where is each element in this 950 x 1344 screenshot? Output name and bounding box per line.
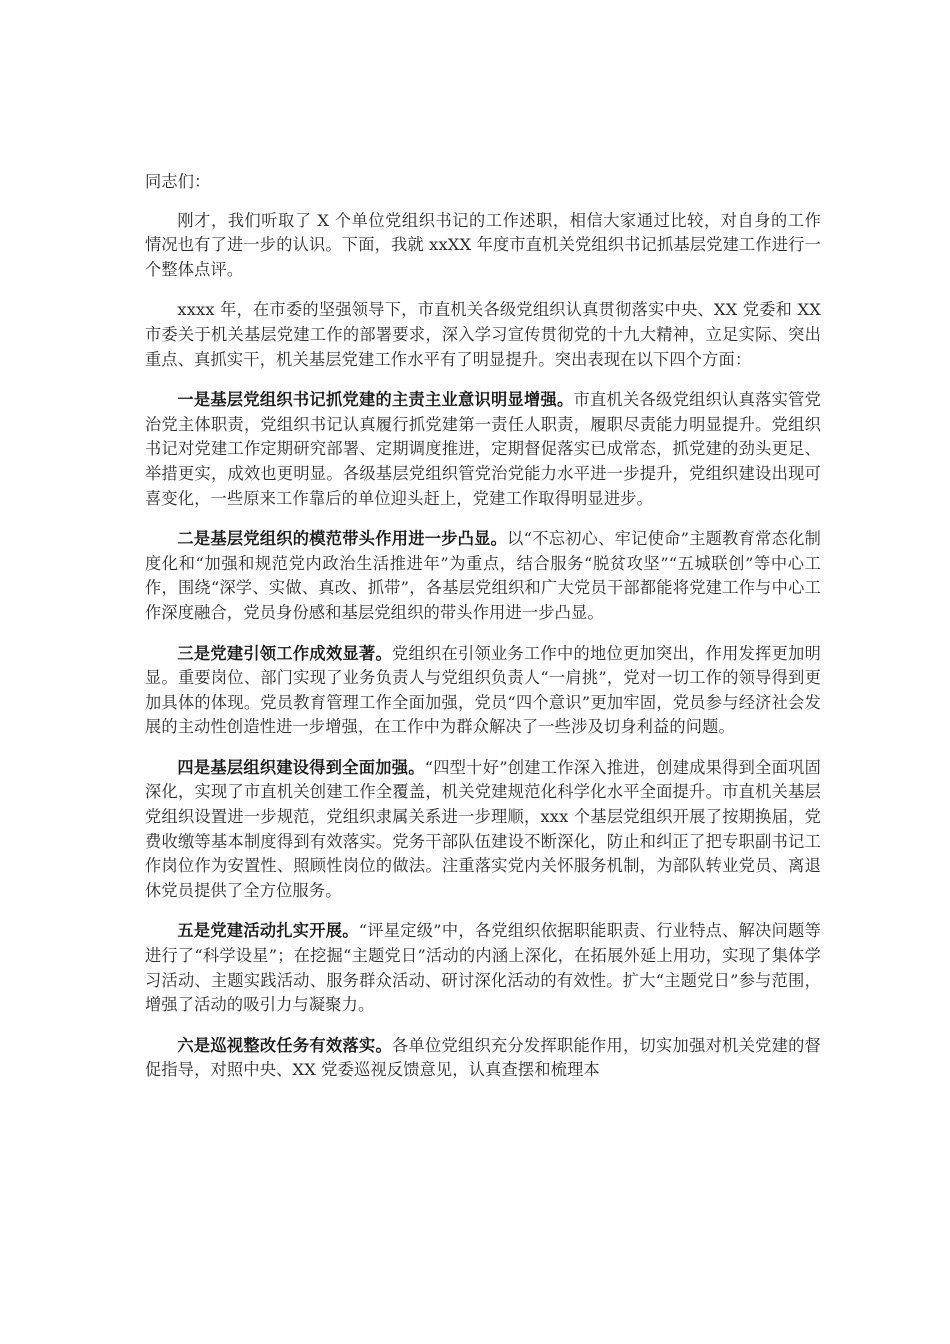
point-heading-1: 一是基层党组织书记抓党建的主责主业意识明显增强。 [177,390,574,410]
point-paragraph-5 [145,919,821,1017]
salutation: 同志们： [145,172,211,191]
point-paragraph-3 [145,642,821,740]
point-body-6: 各单位党组织充分发挥职能作用，切实加强对机关党建的督促指导，对照中央、XX 党委巡视反馈意见，认真查摆和梳理本 [145,1035,821,1080]
point-paragraph-4 [145,756,821,904]
point-body-3: 党组织在引领业务工作中的地位更加突出，作用发挥更加明显。重要岗位、部门实现了业务负责人与党组织负责人“一肩挑”，党对一切工作的领导得到更加具体的体现。党员教育管理工作全面加强，党员“四个意识”更加牢固，党员参与经济社会发展的主动性创造性进一步增强，在工作中为群众解决了一些涉及切身利益的问题。 [145,643,821,737]
point-heading-3: 三是党建引领工作成效显著。 [177,643,392,663]
intro-paragraph-1: 刚才，我们听取了 X 个单位党组织书记的工作述职，相信大家通过比较，对自身的工作情况也有了进一步的认识。下面，我就 xxXX 年度市直机关党组织书记抓基层党建工作进行一个整体点评。 [145,210,821,279]
point-heading-2: 二是基层党组织的模范带头作用进一步凸显。 [177,529,508,549]
point-paragraph-6 [145,1034,821,1083]
point-paragraph-1 [145,388,821,511]
point-heading-5: 五是党建活动扎实开展。 [177,921,359,941]
point-body-1: 市直机关各级党组织认真落实管党治党主体职责，党组织书记认真履行抓党建第一责任人职责，履职尽责能力明显提升。党组织书记对党建工作定期研究部署、定期调度推进，定期督促落实已成常态，抓党建的劲头更足、举措更实，成效也更明显。各级基层党组织管党治党能力水平进一步提升，党组织建设出现可喜变化，一些原来工作靠后的单位迎头赶上，党建工作取得明显进步。 [145,390,821,508]
point-body-4: “四型十好”创建工作深入推进，创建成果得到全面巩固深化，实现了市直机关创建工作全覆盖，机关党建规范化科学化水平全面提升。市直机关基层党组织设置进一步规范，党组织隶属关系进一步理顺，xxx 个基层党组织开展了按期换届，党费收缴等基本制度得到有效落实。党务干部队伍建设不断深化，防止和纠正了把专职副书记工作岗位作为安置性、照顾性岗位的做法。注重落实党内关怀服务机制，为部队转业党员、离退休党员提供了全方位服务。 [145,757,821,900]
point-body-5: “评星定级”中，各党组织依据职能职责、行业特点、解决问题等进行了“科学设星”；在挖掘“主题党日”活动的内涵上深化，在拓展外延上用功，实现了集体学习活动、主题实践活动、服务群众活动、研讨深化活动的有效性。扩大“主题党日”参与范围，增强了活动的吸引力与凝聚力。 [145,921,821,1015]
point-heading-6: 六是巡视整改任务有效落实。 [177,1035,392,1055]
point-body-2: 以“不忘初心、牢记使命”主题教育常态化制度化和“加强和规范党内政治生活推进年”为重点，结合服务“脱贫攻坚”“五城联创”等中心工作，围绕“深学、实做、真改、抓带”，各基层党组织和广大党员干部都能将党建工作与中心工作深度融合，党员身份感和基层党组织的带头作用进一步凸显。 [145,529,821,622]
point-paragraph-2 [145,527,821,625]
intro-paragraph-2: xxxx 年，在市委的坚强领导下，市直机关各级党组织认真贯彻落实中央、XX 党委和 XX 市委关于机关基层党建工作的部署要求，深入学习宣传贯彻党的十九大精神，立足实际、突出重点、真抓实干，机关基层党建工作水平有了明显提升。突出表现在以下四个方面： [145,300,821,369]
document-page [145,170,821,1099]
point-heading-4: 四是基层组织建设得到全面加强。 [177,757,425,777]
